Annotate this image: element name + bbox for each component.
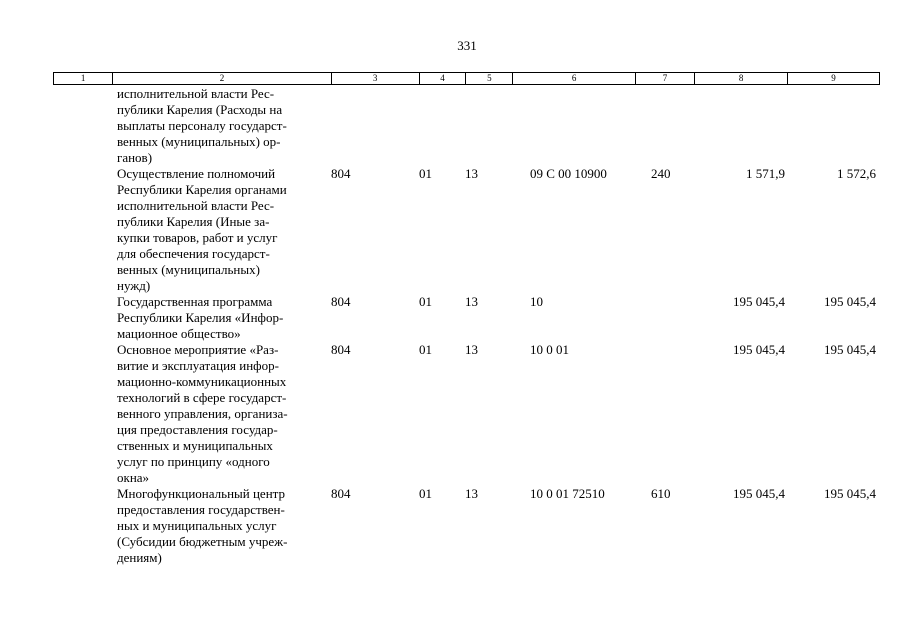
column-header-3: 3 [331, 73, 419, 85]
amount-year-1: 195 045,4 [733, 342, 785, 357]
column-header-5: 5 [466, 73, 513, 85]
row-name-line: ганов) [117, 150, 153, 165]
row-name-line: (Субсидии бюджетным учреж- [117, 534, 288, 549]
row-name-line: купки товаров, работ и услуг [117, 230, 278, 245]
table-row [53, 294, 880, 342]
column-header-4: 4 [419, 73, 466, 85]
row-name-line: мационное общество» [117, 326, 241, 341]
amount-year-1: 1 571,9 [746, 166, 785, 181]
row-name-line: нужд) [117, 278, 151, 293]
row-name-line: предоставления государствен- [117, 502, 285, 517]
section-code: 01 [419, 294, 432, 309]
ministry-code: 804 [331, 486, 351, 501]
target-article-code: 10 0 01 [530, 342, 569, 357]
budget-table-body [53, 86, 880, 566]
row-name-line: Республики Карелия органами [117, 182, 287, 197]
row-name-line: ственных и муниципальных [117, 438, 273, 453]
page-number: 331 [457, 38, 477, 53]
row-name-line: услуг по принципу «одного [117, 454, 270, 469]
subsection-code: 13 [465, 486, 478, 501]
table-row [53, 486, 880, 566]
column-header-6: 6 [513, 73, 636, 85]
section-code: 01 [419, 342, 432, 357]
row-name-line: исполнительной власти Рес- [117, 86, 275, 101]
row-name-line: венных (муниципальных) [117, 262, 260, 277]
ministry-code: 804 [331, 166, 351, 181]
amount-year-1: 195 045,4 [733, 486, 785, 501]
table-row [53, 166, 880, 294]
row-name-line: дениям) [117, 550, 162, 565]
column-header-9: 9 [788, 73, 880, 85]
row-name-line: ция предоставления государ- [117, 422, 278, 437]
ministry-code: 804 [331, 342, 351, 357]
row-name-line: венных (муниципальных) ор- [117, 134, 281, 149]
amount-year-2: 195 045,4 [824, 486, 876, 501]
row-name-line: окна» [117, 470, 150, 485]
expense-type-code: 240 [651, 166, 671, 181]
column-header-1: 1 [54, 73, 113, 85]
target-article-code: 10 [530, 294, 543, 309]
row-name-line: публики Карелия (Иные за- [117, 214, 270, 229]
amount-year-2: 195 045,4 [824, 342, 876, 357]
row-name [117, 294, 331, 342]
row-name-line: Государственная программа [117, 294, 273, 309]
amount-year-2: 1 572,6 [837, 166, 876, 181]
column-number-header [53, 72, 880, 85]
section-code: 01 [419, 486, 432, 501]
expense-type-code: 610 [651, 486, 671, 501]
row-name-line: выплаты персоналу государст- [117, 118, 287, 133]
row-name-line: для обеспечения государст- [117, 246, 270, 261]
subsection-code: 13 [465, 342, 478, 357]
target-article-code: 09 С 00 10900 [530, 166, 607, 181]
row-name [117, 342, 331, 486]
amount-year-1: 195 045,4 [733, 294, 785, 309]
row-name-line: Осуществление полномочий [117, 166, 276, 181]
section-code: 01 [419, 166, 432, 181]
row-name-line: витие и эксплуатация инфор- [117, 358, 279, 373]
subsection-code: 13 [465, 166, 478, 181]
ministry-code: 804 [331, 294, 351, 309]
row-name-line: технологий в сфере государст- [117, 390, 287, 405]
row-name-line: Основное мероприятие «Раз- [117, 342, 279, 357]
row-name-line: ных и муниципальных услуг [117, 518, 277, 533]
row-name-line: венного управления, организа- [117, 406, 288, 421]
column-header-2: 2 [113, 73, 331, 85]
row-name-line: Многофункциональный центр [117, 486, 285, 501]
target-article-code: 10 0 01 72510 [530, 486, 605, 501]
row-name-line: публики Карелия (Расходы на [117, 102, 283, 117]
row-name [117, 486, 331, 566]
subsection-code: 13 [465, 294, 478, 309]
row-name [117, 86, 331, 166]
row-name-line: исполнительной власти Рес- [117, 198, 275, 213]
column-header-8: 8 [695, 73, 788, 85]
amount-year-2: 195 045,4 [824, 294, 876, 309]
row-name-line: мационно-коммуникационных [117, 374, 287, 389]
table-row [53, 342, 880, 486]
row-name [117, 166, 331, 294]
column-header-7: 7 [635, 73, 694, 85]
row-name-line: Республики Карелия «Инфор- [117, 310, 284, 325]
table-row [53, 86, 880, 166]
